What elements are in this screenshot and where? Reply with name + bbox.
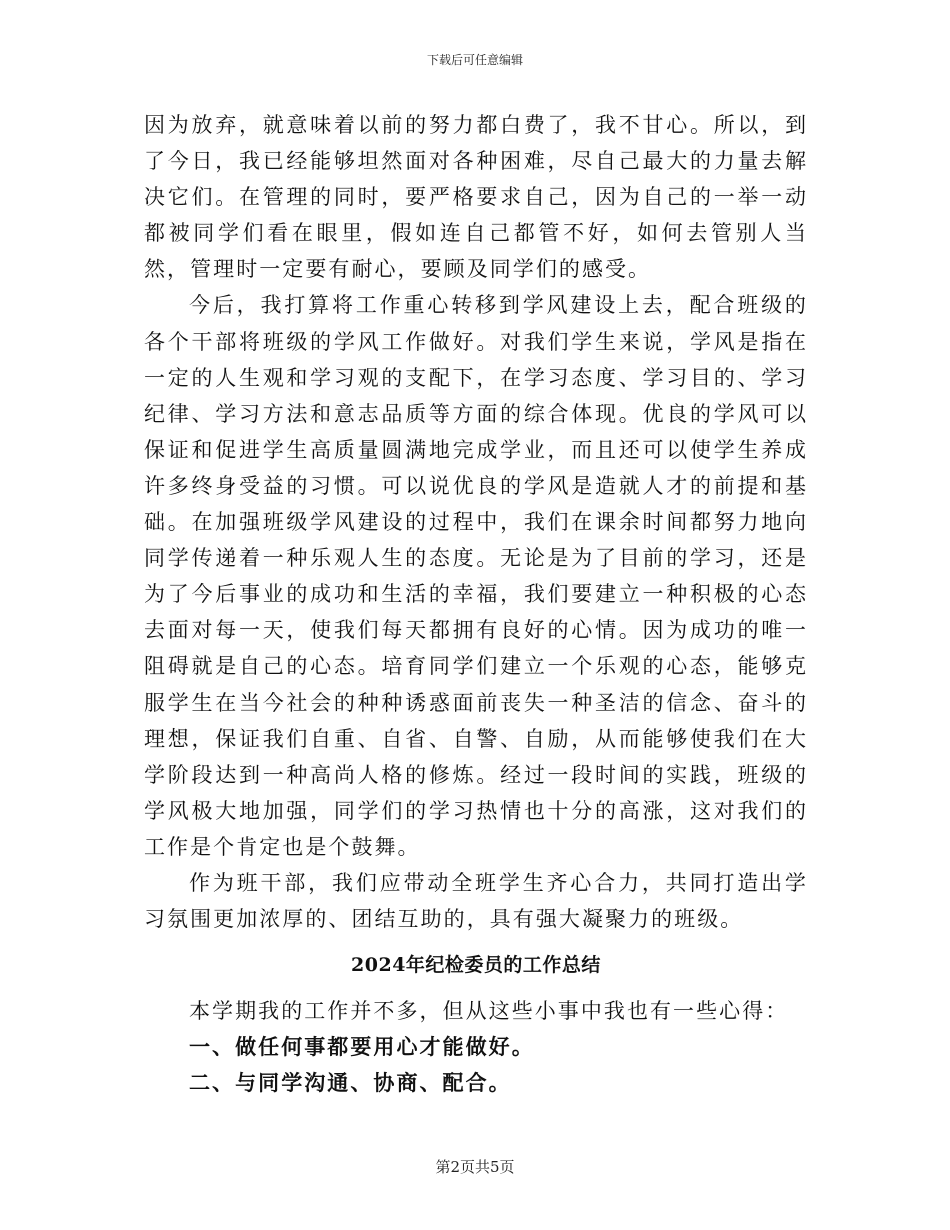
page-header: 下载后可任意编辑: [426, 53, 523, 67]
page-footer: 第2页共5页: [435, 1158, 515, 1176]
point-2: 二、与同学沟通、协商、配合。: [189, 1070, 512, 1096]
paragraph-1: 因为放弃，就意味着以前的努力都白费了，我不甘心。所以，到了今日，我已经能够坦然面对各种困难，尽自己最大的力量去解决它们。在管理的同时，要严格要求自己，因为自己的一举一动都被同学们看在眼里，假如连自己都管不好，如何去管别人当然，管理时一定要有耐心，要顾及同学们的感受。: [144, 113, 808, 282]
document-body: [144, 107, 808, 1101]
paragraph-2: 今后，我打算将工作重心转移到学风建设上去，配合班级的各个干部将班级的学风工作做好。对我们学生来说，学风是指在一定的人生观和学习观的支配下，在学习态度、学习目的、学习纪律、学习方法和意志品质等方面的综合体现。优良的学风可以保证和促进学生高质量圆满地完成学业，而且还可以使学生养成许多终身受益的习惯。可以说优良的学风是造就人才的前提和基础。在加强班级学风建设的过程中，我们在课余时间都努力地向同学传递着一种乐观人生的态度。无论是为了目前的学习，还是为了今后事业的成功和生活的幸福，我们要建立一种积极的心态去面对每一天，使我们每天都拥有良好的心情。因为成功的唯一阻碍就是自己的心态。培育同学们建立一个乐观的心态，能够克服学生在当今社会的种种诱惑面前丧失一种圣洁的信念、奋斗的理想，保证我们自重、自省、自警、自励，从而能够使我们在大学阶段达到一种高尚人格的修炼。经过一段时间的实践，班级的学风极大地加强，同学们的学习热情也十分的高涨，这对我们的工作是个肯定也是个鼓舞。: [144, 293, 808, 859]
point-1: 一、做任何事都要用心才能做好。: [189, 1034, 535, 1060]
paragraph-4: 本学期我的工作并不多，但从这些小事中我也有一些心得：: [189, 999, 789, 1024]
section-title: 2024年纪检委员的工作总结: [351, 954, 601, 977]
paragraph-3: 作为班干部，我们应带动全班学生齐心合力，共同打造出学习氛围更加浓厚的、团结互助的，具有强大凝聚力的班级。: [144, 870, 808, 932]
